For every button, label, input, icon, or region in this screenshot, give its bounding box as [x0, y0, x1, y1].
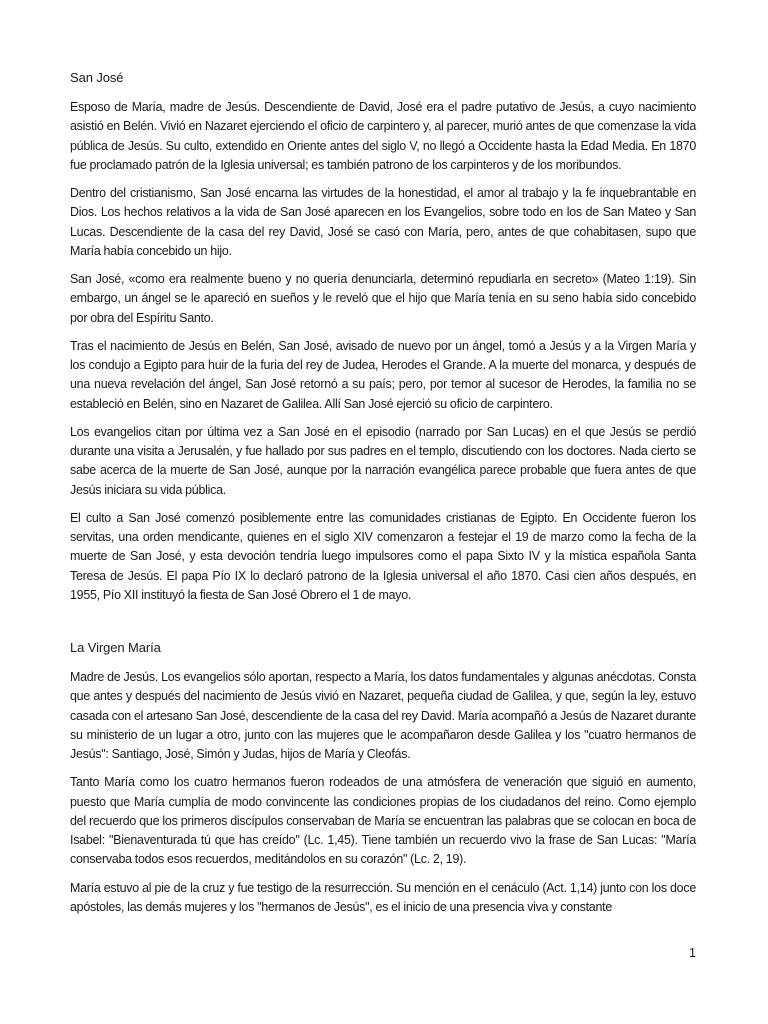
page-number: 1 — [689, 946, 696, 960]
paragraph: Madre de Jesús. Los evangelios sólo aportan, respecto a María, los datos fundamentales y algunas anécdotas. Consta que antes y después del nacimiento de Jesús vivió en Nazaret, pequeña ciudad de Galilea, y que, según la ley, estuvo casada con el artesano San José, descendiente de la casa del rey David. María acompañó a Jesús de Nazaret durante su ministerio de un lugar a otro, junto con las mujeres que le acompañaron desde Galilea y los "cuatro hermanos de Jesús": Santiago, José, Simón y Judas, hijos de María y Cleofás. — [70, 670, 696, 761]
paragraph: Tras el nacimiento de Jesús en Belén, San José, avisado de nuevo por un ángel, tomó a Jesús y a la Virgen María y los condujo a Egipto para huir de la furia del rey de Judea, Herodes el Grande. A la muerte del monarca, y después de una nueva revelación del ángel, San José retornó a su país; pero, por temor al sucesor de Herodes, la familia no se estableció en Belén, sino en Nazaret de Galilea. Allí San José ejerció su oficio de carpintero. — [70, 338, 696, 411]
paragraph: San José, «como era realmente bueno y no quería denunciarla, determinó repudiarla en secreto» (Mateo 1:19). Sin embargo, un ángel se le apareció en sueños y le reveló que el hijo que María tenía en su seno había sido concebido por obra del Espíritu Santo. — [70, 272, 696, 325]
paragraph: María estuvo al pie de la cruz y fue testigo de la resurrección. Su mención en el cenáculo (Act. 1,14) junto con los doce apóstoles, las demás mujeres y los "hermanos de Jesús", es el inicio de una presencia viva y constante — [70, 880, 696, 914]
paragraph: Los evangelios citan por última vez a San José en el episodio (narrado por San Lucas) en el que Jesús se perdió durante una visita a Jerusalén, y fue hallado por sus padres en el templo, discutiendo con los doctores. Nada cierto se sabe acerca de la muerte de San José, aunque por la narración evangélica parece probable que fuera antes de que Jesús iniciara su vida pública. — [70, 424, 696, 497]
section-title-virgen-maria: La Virgen María — [70, 640, 161, 655]
paragraph: El culto a San José comenzó posiblemente entre las comunidades cristianas de Egipto. En Occidente fueron los servitas, una orden mendicante, quienes en el siglo XIV comenzaron a festejar el 19 de marzo como la fecha de la muerte de San José, y esta devoción tendría luego impulsores como el papa Sixto IV y la mística española Santa Teresa de Jesús. El papa Pío IX lo declaró patrono de la Iglesia universal el año 1870. Casi cien años después, en 1955, Pío XII instituyó la fiesta de San José Obrero el 1 de mayo. — [70, 510, 696, 602]
document-page — [70, 68, 696, 926]
section-title-san-jose: San José — [70, 70, 124, 85]
paragraph: Esposo de María, madre de Jesús. Descendiente de David, José era el padre putativo de Jesús, a cuyo nacimiento asistió en Belén. Vivió en Nazaret ejerciendo el oficio de carpintero y, al parecer, murió antes de que comenzase la vida pública de Jesús. Su culto, extendido en Oriente antes del siglo V, no llegó a Occidente hasta la Edad Media. En 1870 fue proclamado patrón de la Iglesia universal; es también patrono de los carpinteros y de los moribundos. — [70, 100, 696, 172]
paragraph: Dentro del cristianismo, San José encarna las virtudes de la honestidad, el amor al trabajo y la fe inquebrantable en Dios. Los hechos relativos a la vida de San José aparecen en los Evangelios, sobre todo en los de San Mateo y San Lucas. Descendiente de la casa del rey David, José se casó con María, pero, antes de que cohabitasen, supo que María había concebido un hijo. — [70, 186, 696, 258]
section-divider-space — [70, 614, 696, 638]
paragraph: Tanto María como los cuatro hermanos fueron rodeados de una atmósfera de veneración que siguió en aumento, puesto que María cumplía de modo convincente las condiciones propias de los ciudadanos del reino. Como ejemplo del recuerdo que los primeros discípulos conservaban de María se encuentran las palabras que se colocan en boca de Isabel: "Bienaventurada tú que has creído" (Lc. 1,45). Tiene también un recuerdo vivo la frase de San Lucas: "María conservaba todos esos recuerdos, meditándolos en su corazón" (Lc. 2, 19). — [70, 775, 696, 867]
